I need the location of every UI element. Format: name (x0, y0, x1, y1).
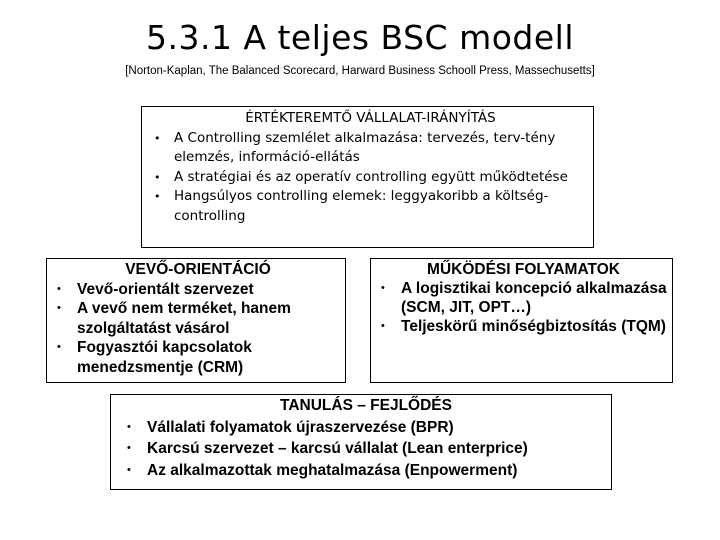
learning-development-box (110, 394, 612, 490)
box-heading: ÉRTÉKTEREMTŐ VÁLLALAT-IRÁNYÍTÁS (245, 110, 496, 126)
value-creating-management-box (141, 106, 594, 248)
list-item-text: Vállalati folyamatok újraszervezése (BPR) (147, 418, 454, 436)
bullet-icon: • (381, 320, 385, 332)
list-item-text: Fogyasztói kapcsolatok menedzsmentje (CRM) (77, 339, 252, 376)
bullet-icon: • (127, 463, 131, 476)
bullet-icon: • (154, 190, 161, 203)
list-item (148, 187, 593, 226)
bullet-icon: • (57, 302, 61, 314)
list-item-text: A logisztikai koncepció alkalmazása (SCM, JIT, OPT…) (401, 280, 667, 316)
box-heading: TANULÁS – FEJLŐDÉS (280, 397, 452, 414)
list-item (148, 168, 593, 188)
list-item (51, 299, 345, 338)
bullet-icon: • (154, 131, 161, 145)
list-item (148, 129, 593, 168)
bullet-icon: • (381, 282, 385, 294)
bullet-icon: • (154, 170, 161, 184)
bullet-icon: • (57, 282, 61, 295)
list-item (375, 279, 672, 317)
bullet-list (375, 279, 672, 336)
list-item (121, 417, 611, 439)
bullet-icon: • (127, 442, 131, 454)
slide-subtitle: [Norton-Kaplan, The Balanced Scorecard, Harward Business Schooll Press, Massechusetts] (125, 65, 595, 77)
list-item-text: A vevő nem terméket, hanem szolgáltatást vásárol (77, 300, 291, 337)
slide-title: 5.3.1 A teljes BSC modell (145, 18, 575, 57)
bullet-icon: • (57, 341, 61, 353)
list-item-text: Az alkalmazottak meghatalmazása (Enpowerment) (147, 461, 518, 479)
list-item (121, 460, 611, 482)
bullet-list (148, 129, 593, 227)
list-item-text: Vevő-orientált szervezet (77, 280, 254, 298)
list-item-text: Karcsú szervezet – karcsú vállalat (Lean enterprice) (147, 440, 528, 457)
list-item (51, 280, 345, 300)
bullet-list (121, 417, 611, 482)
list-item (121, 438, 611, 460)
customer-orientation-box (46, 258, 346, 383)
box-heading: VEVŐ-ORIENTÁCIÓ (125, 261, 271, 278)
bullet-icon: • (127, 420, 131, 433)
list-item (51, 338, 345, 377)
operating-processes-box (370, 258, 673, 383)
list-item-text: Hangsúlyos controlling elemek: leggyakoribb a költség-controlling (174, 188, 549, 224)
list-item-text: A stratégiai és az operatív controlling együtt működtetése (174, 168, 568, 185)
box-heading: MŰKÖDÉSI FOLYAMATOK (427, 261, 620, 278)
list-item-text: Teljeskörű minőségbiztosítás (TQM) (401, 318, 666, 335)
list-item-text: A Controlling szemlélet alkalmazása: tervezés, terv-tény elemzés, információ-ellátás (174, 129, 556, 165)
bullet-list (51, 280, 345, 378)
list-item (375, 317, 672, 336)
